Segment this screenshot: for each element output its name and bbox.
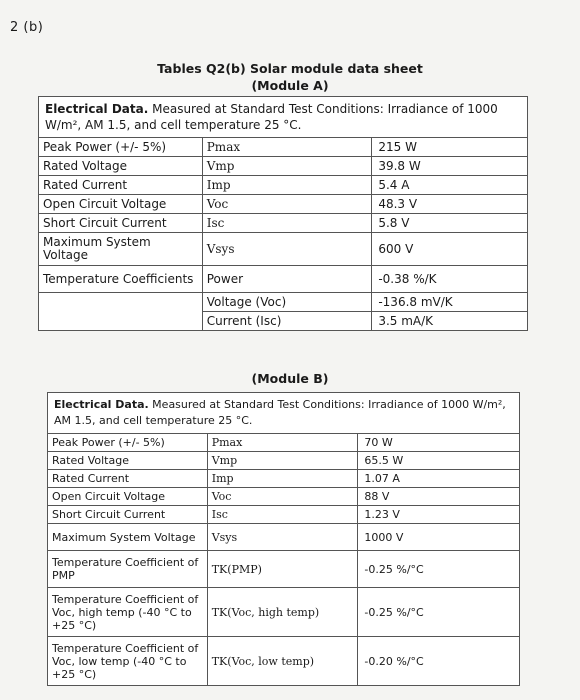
row-value: 215 W (372, 138, 528, 157)
row-symbol: Vmp (207, 452, 358, 470)
row-value: 1.07 A (358, 470, 520, 488)
module-a-header (39, 97, 528, 138)
row-value: 48.3 V (372, 195, 528, 214)
table-row (48, 470, 520, 488)
row-label: Rated Voltage (48, 452, 208, 470)
row-value: 600 V (372, 233, 528, 266)
row-value: 1000 V (358, 524, 520, 551)
row-value: -136.8 mV/K (372, 293, 528, 312)
row-symbol: TK(Voc, low temp) (207, 637, 358, 686)
question-number: 2 (b) (10, 20, 44, 35)
row-value: -0.25 %/°C (358, 551, 520, 588)
table-row (48, 434, 520, 452)
row-symbol: Pmax (202, 138, 372, 157)
table-row (48, 524, 520, 551)
row-label: Temperature Coefficient of PMP (48, 551, 208, 588)
module-b-header-text: Measured at Standard Test Conditions: Irradiance of 1000 W/m², AM 1.5, and cell temperature 25 °C. (54, 398, 506, 427)
row-symbol: Voltage (Voc) (202, 293, 372, 312)
table-row (48, 588, 520, 637)
row-symbol: Power (202, 266, 372, 293)
row-value: 5.8 V (372, 214, 528, 233)
row-symbol: Vsys (202, 233, 372, 266)
row-label: Temperature Coefficients (39, 266, 203, 293)
row-symbol: TK(Voc, high temp) (207, 588, 358, 637)
table-row (39, 176, 528, 195)
row-symbol: Imp (202, 176, 372, 195)
module-a-title-line1: Tables Q2(b) Solar module data sheet (157, 61, 423, 76)
module-a-title (0, 60, 580, 94)
row-value: -0.38 %/K (372, 266, 528, 293)
row-value: -0.25 %/°C (358, 588, 520, 637)
module-b-header-bold: Electrical Data. (54, 398, 149, 411)
row-value: 65.5 W (358, 452, 520, 470)
module-a-title-line2: (Module A) (251, 78, 329, 93)
row-label: Temperature Coefficient of Voc, low temp (-40 °C to +25 °C) (48, 637, 208, 686)
table-row (48, 452, 520, 470)
row-label: Short Circuit Current (39, 214, 203, 233)
row-symbol: TK(PMP) (207, 551, 358, 588)
row-label: Maximum System Voltage (48, 524, 208, 551)
row-symbol: Imp (207, 470, 358, 488)
table-row (39, 312, 528, 331)
row-label: Short Circuit Current (48, 506, 208, 524)
row-value: 39.8 W (372, 157, 528, 176)
table-row (48, 488, 520, 506)
table-row (39, 138, 528, 157)
row-label: Peak Power (+/- 5%) (39, 138, 203, 157)
row-value: 5.4 A (372, 176, 528, 195)
row-symbol: Voc (207, 488, 358, 506)
row-symbol: Pmax (207, 434, 358, 452)
row-label-empty (39, 293, 203, 312)
row-label-empty (39, 312, 203, 331)
row-value: 3.5 mA/K (372, 312, 528, 331)
row-symbol: Vsys (207, 524, 358, 551)
row-label: Maximum System Voltage (39, 233, 203, 266)
table-row (48, 506, 520, 524)
table-row (39, 157, 528, 176)
module-b-header (48, 393, 520, 434)
module-b-table (47, 392, 520, 686)
row-label: Temperature Coefficient of Voc, high temp (-40 °C to +25 °C) (48, 588, 208, 637)
row-symbol: Isc (207, 506, 358, 524)
table-row (39, 293, 528, 312)
row-value: 70 W (358, 434, 520, 452)
row-symbol: Isc (202, 214, 372, 233)
row-label: Rated Current (48, 470, 208, 488)
row-symbol: Current (Isc) (202, 312, 372, 331)
row-label: Open Circuit Voltage (39, 195, 203, 214)
table-row (39, 266, 528, 293)
module-b-title: (Module B) (251, 371, 329, 386)
row-value: 88 V (358, 488, 520, 506)
module-a-header-bold: Electrical Data. (45, 102, 149, 116)
table-row (48, 637, 520, 686)
row-symbol: Vmp (202, 157, 372, 176)
row-value: 1.23 V (358, 506, 520, 524)
module-a-header-text: Measured at Standard Test Conditions: Irradiance of 1000 W/m², AM 1.5, and cell temperature 25 °C. (45, 102, 498, 132)
table-row (39, 214, 528, 233)
row-label: Rated Current (39, 176, 203, 195)
table-row (39, 233, 528, 266)
row-value: -0.20 %/°C (358, 637, 520, 686)
module-a-table (38, 96, 528, 331)
row-label: Peak Power (+/- 5%) (48, 434, 208, 452)
row-symbol: Voc (202, 195, 372, 214)
row-label: Open Circuit Voltage (48, 488, 208, 506)
table-row (48, 551, 520, 588)
table-row (39, 195, 528, 214)
row-label: Rated Voltage (39, 157, 203, 176)
